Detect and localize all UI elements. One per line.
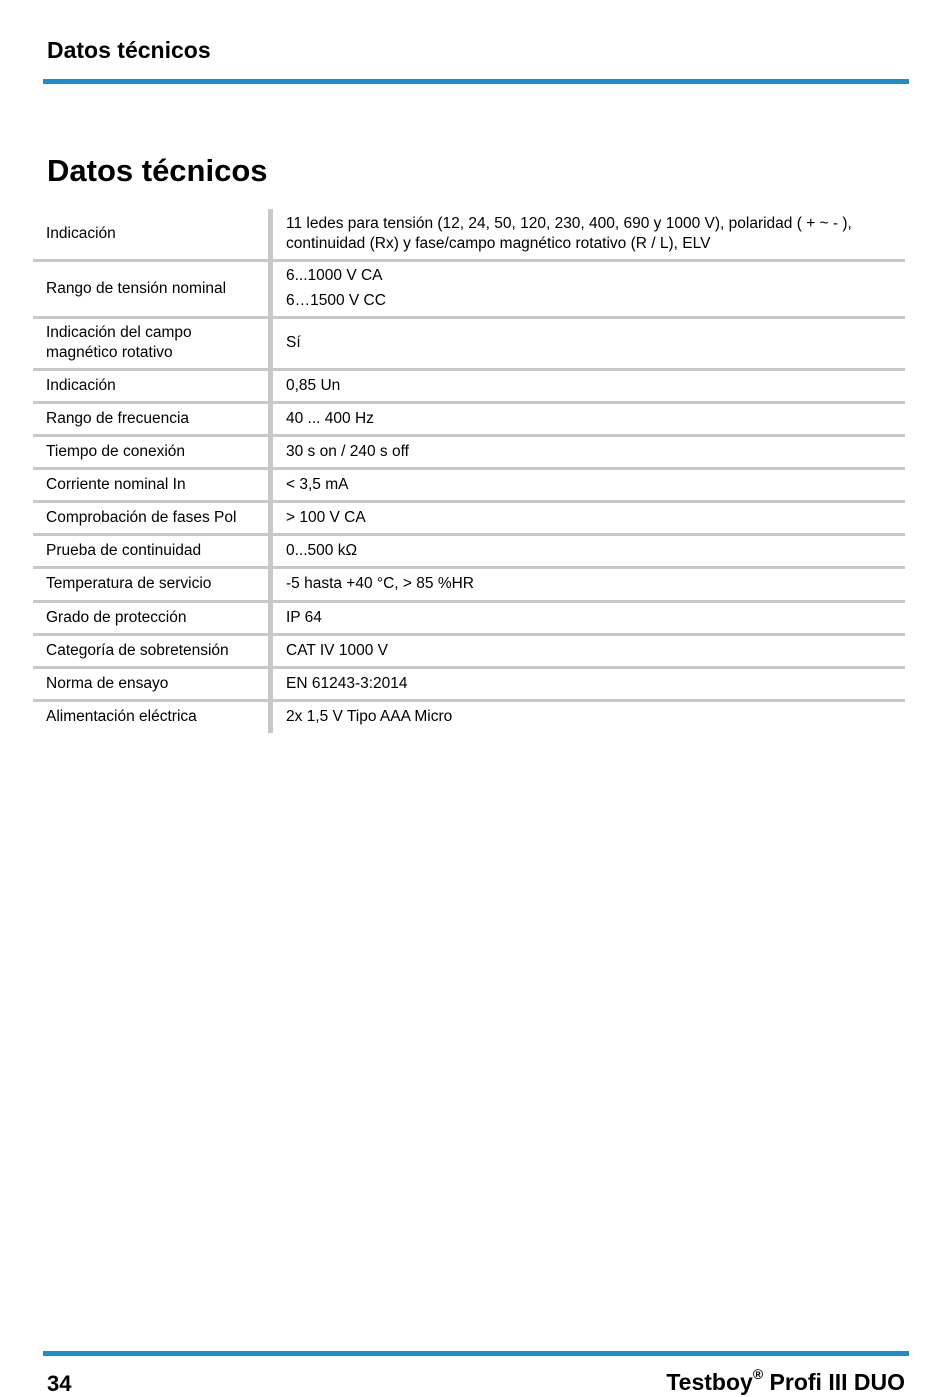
spec-row: [33, 260, 905, 317]
spec-row: [33, 402, 905, 435]
spec-value-line: 40 ... 400 Hz: [286, 409, 374, 427]
spec-label: Grado de protección: [33, 601, 271, 634]
spec-row: [33, 435, 905, 468]
spec-label: Comprobación de fases Pol: [33, 501, 271, 534]
spec-label: Indicación: [33, 209, 271, 260]
brand-name: Testboy: [666, 1369, 753, 1395]
section-title: Datos técnicos: [47, 153, 268, 188]
spec-value-line: 30 s on / 240 s off: [286, 442, 409, 460]
spec-label: Temperatura de servicio: [33, 567, 271, 601]
spec-value-line: 0,85 Un: [286, 376, 341, 394]
spec-value: [271, 260, 906, 317]
spec-label: Alimentación eléctrica: [33, 700, 271, 733]
spec-value: [271, 700, 906, 733]
header-rule: [43, 79, 909, 84]
spec-value: [271, 435, 906, 468]
spec-label: Rango de frecuencia: [33, 402, 271, 435]
spec-label: Rango de tensión nominal: [33, 260, 271, 317]
running-header: Datos técnicos: [47, 37, 211, 63]
spec-value: [271, 534, 906, 567]
spec-value: [271, 402, 906, 435]
spec-value: [271, 209, 906, 260]
spec-row: [33, 700, 905, 733]
spec-row: [33, 369, 905, 402]
spec-row: [33, 667, 905, 700]
spec-value-line: 0...500 kΩ: [286, 541, 358, 559]
spec-value-line: Sí: [286, 334, 301, 351]
spec-row: [33, 501, 905, 534]
spec-value: [271, 369, 906, 402]
spec-label: Categoría de sobretensión: [33, 634, 271, 667]
spec-row: [33, 634, 905, 667]
spec-row: [33, 209, 905, 260]
page-number: 34: [47, 1371, 72, 1396]
spec-row: [33, 567, 905, 601]
spec-row: [33, 534, 905, 567]
spec-value-line: < 3,5 mA: [286, 475, 349, 493]
spec-label: Tiempo de conexión: [33, 435, 271, 468]
product-name: [666, 1366, 905, 1396]
spec-row: [33, 468, 905, 501]
spec-value-line: CAT IV 1000 V: [286, 641, 388, 659]
spec-value-line: 6…1500 V CC: [286, 292, 386, 309]
spec-value: [271, 317, 906, 369]
spec-label: Indicación del campo magnético rotativo: [33, 317, 271, 369]
spec-row: [33, 601, 905, 634]
registered-mark: ®: [752, 1366, 764, 1382]
spec-value-line: EN 61243-3:2014: [286, 674, 408, 692]
spec-value: [271, 567, 906, 601]
spec-value-line: continuidad (Rx) y fase/campo magnético rotativo (R / L), ELV: [286, 234, 711, 252]
spec-row: [33, 317, 905, 369]
spec-value-line: 2x 1,5 V Tipo AAA Micro: [286, 708, 453, 726]
spec-value-line: 6...1000 V CA: [286, 267, 383, 284]
spec-value: [271, 601, 906, 634]
spec-value: [271, 667, 906, 700]
spec-value: [271, 468, 906, 501]
spec-value-line: > 100 V CA: [286, 508, 366, 526]
spec-value: [271, 501, 906, 534]
spec-label: Corriente nominal In: [33, 468, 271, 501]
model-name: Profi III DUO: [763, 1369, 905, 1395]
spec-label: Indicación: [33, 369, 271, 402]
spec-value-line: -5 hasta +40 °C, > 85 %HR: [286, 575, 474, 592]
footer-rule: [43, 1351, 909, 1356]
spec-label: Prueba de continuidad: [33, 534, 271, 567]
spec-value-line: IP 64: [286, 608, 322, 626]
specs-table: [33, 209, 905, 733]
spec-value-line: 11 ledes para tensión (12, 24, 50, 120, 230, 400, 690 y 1000 V), polaridad ( + ~ - ),: [286, 214, 852, 232]
spec-value: [271, 634, 906, 667]
spec-label: Norma de ensayo: [33, 667, 271, 700]
